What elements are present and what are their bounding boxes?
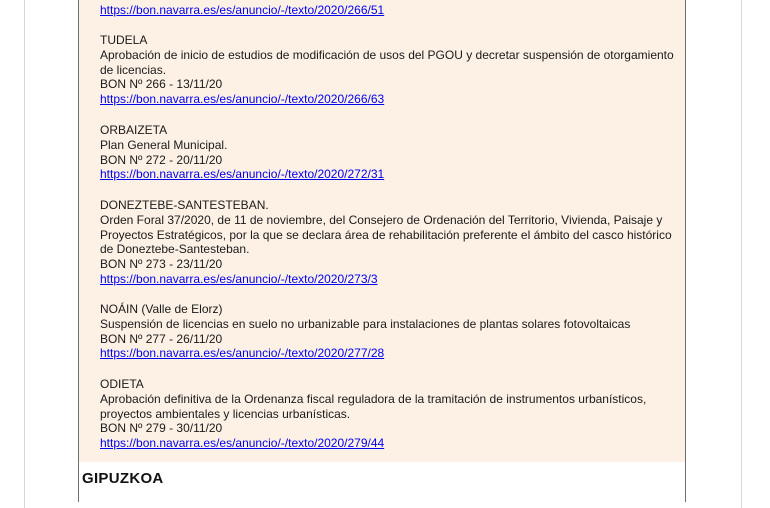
entry-link[interactable]: https://bon.navarra.es/es/anuncio/-/texto/2020/277/28	[100, 346, 385, 361]
entry-link[interactable]: https://bon.navarra.es/es/anuncio/-/texto/2020/279/44	[100, 436, 385, 451]
region-heading-gipuzkoa: GIPUZKOA	[82, 470, 164, 487]
bon-link-previous[interactable]: https://bon.navarra.es/es/anuncio/-/texto/2020/266/51	[100, 3, 385, 17]
entry-description: Aprobación de inicio de estudios de modificación de usos del PGOU y decretar suspensión de otorgamiento de licencias.	[100, 47, 674, 77]
entry-link[interactable]: https://bon.navarra.es/es/anuncio/-/texto/2020/272/31	[100, 167, 385, 182]
section-panel-lower	[78, 462, 686, 502]
entry-tudela	[100, 33, 688, 107]
entry-odieta	[100, 377, 688, 451]
entry-orbaizeta	[100, 123, 688, 182]
entry-description: Aprobación definitiva de la Ordenanza fiscal reguladora de la tramitación de instrumentos urbanísticos, proyectos ambientales y licencias urbanísticas.	[100, 391, 647, 421]
entry-noain	[100, 302, 688, 361]
entry-description: Plan General Municipal.	[100, 137, 228, 152]
entry-bon: BON Nº 272 - 20/11/20	[100, 152, 223, 167]
entry-doneztebe	[100, 198, 688, 287]
entry-bon: BON Nº 273 - 23/11/20	[100, 257, 223, 272]
entry-description: Orden Foral 37/2020, de 11 de noviembre, del Consejero de Ordenación del Territorio, Vivienda, Paisaje y Proyectos Estratégicos, por la que se declara área de rehabilitación preferente el ámbito del casco histórico de Doneztebe-Santesteban.	[100, 212, 672, 257]
entry-bon: BON Nº 266 - 13/11/20	[100, 77, 223, 92]
entry-place: TUDELA	[100, 33, 148, 47]
entry-place: NOÁIN (Valle de Elorz)	[100, 302, 223, 316]
entry-link[interactable]: https://bon.navarra.es/es/anuncio/-/texto/2020/273/3	[100, 271, 378, 286]
entry-bon: BON Nº 279 - 30/11/20	[100, 421, 223, 436]
entry-place: DONEZTEBE-SANTESTEBAN.	[100, 198, 269, 212]
entry-place: ODIETA	[100, 377, 144, 391]
entry-bon: BON Nº 277 - 26/11/20	[100, 331, 223, 346]
entry-link[interactable]: https://bon.navarra.es/es/anuncio/-/texto/2020/266/63	[100, 92, 385, 107]
entry-place: ORBAIZETA	[100, 123, 168, 137]
entry-description: Suspensión de licencias en suelo no urbanizable para instalaciones de plantas solares fotovoltaicas	[100, 316, 631, 331]
